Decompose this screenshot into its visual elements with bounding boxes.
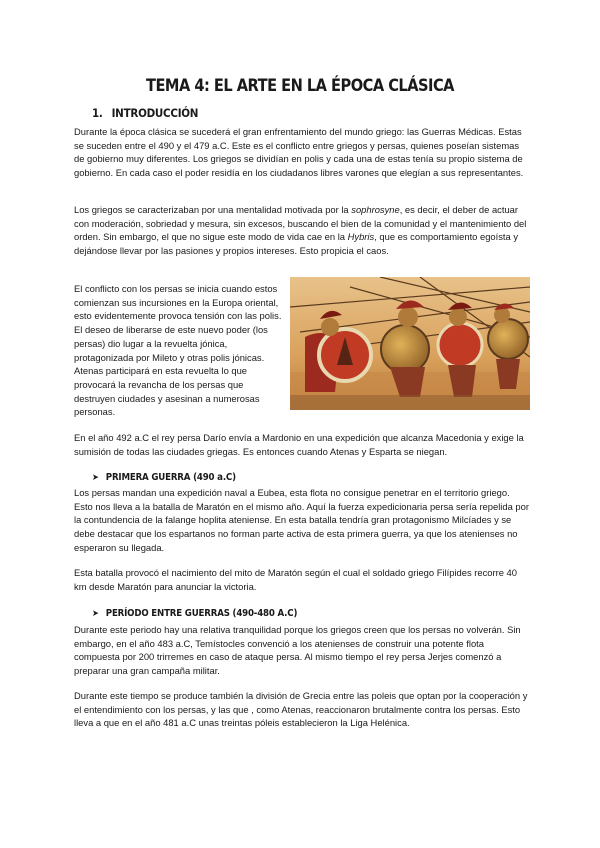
paragraph-temistocles: Durante este periodo hay una relativa tranquilidad porque los griegos creen que los persas no volverán. Sin embargo, en el año 483 a.C, Temístocles convenció a los atenienses de construir una potente flota compuesta por 200 trirremes en caso de ataque persa. Al mismo tiempo el rey persa Jerjes comenzó a preparar una gran campaña militar. (74, 624, 521, 677)
paragraph-text: Los griegos se caracterizaban por una mentalidad motivada por la (74, 204, 352, 215)
term-sophrosyne: sophrosyne (351, 204, 400, 215)
page-title: TEMA 4: EL ARTE EN LA ÉPOCA CLÁSICA (145, 76, 454, 96)
paragraph-mito-maraton: Esta batalla provocó el nacimiento del mito de Maratón según el cual el soldado griego Filípides recorre 40 km desde Maratón para anunciar la victoria. (74, 567, 517, 592)
paragraph-batalla-maraton: Los persas mandan una expedición naval a Eubea, esta flota no consigue penetrar en el territorio griego. Esto nos lleva a la batalla de Maratón en el mismo año. Aquí la fuerza expedicionaria persa sería repelida por la contundencia de la falange hoplita ateniense. En esta batalla tendría gran protagonismo Milcíades y se debe destacar que los espartanos no forman parte activa de esta primera guerra, ya que los atenienses no esperaron su llegada. (74, 487, 529, 553)
section-label: INTRODUCCIÓN (111, 106, 199, 120)
paragraph-dario-mardonio: En el año 492 a.C el rey persa Darío envía a Mardonio en una expedición que alcanza Macedonia y exige la sumisión de todas las ciudades griegas. Es entonces cuando Atenas y Esparta se niegan. (74, 432, 524, 457)
term-hybris: Hybris (347, 231, 375, 243)
subsection-label: PRIMERA GUERRA (490 a.C) (105, 472, 236, 483)
paragraph-text: , que es comportamiento egoísta y dejándose llevar por las pasiones y propios intereses. Esto propicia el caos. (74, 231, 519, 257)
subsection-heading-periodo-entre-guerras (92, 608, 297, 619)
subsection-label: PERÍODO ENTRE GUERRAS (490-480 A.C) (105, 608, 298, 619)
section-number: 1. (92, 106, 103, 120)
subsection-heading-primera-guerra (92, 472, 236, 483)
section-heading-introduccion (92, 106, 198, 120)
arrow-bullet-icon: ➤ (92, 608, 99, 619)
paragraph-text: , es decir, el deber de actuar con moderación, sobriedad y mesura, sin excesos, buscando el bien de la comunidad y el mantenimiento del orden. Sin embargo, el que no sigue este modo de vida cae en la (74, 204, 527, 243)
paragraph-liga-helenica: Durante este tiempo se produce también la división de Grecia entre las poleis que optan por la cooperación y el entendimiento con los persas, y las que , como Atenas, reaccionaron brutalmente contra los persas. Esto lleva a que en el año 481 a.C unas treintas póleis establecieron la Liga Helénica. (74, 690, 528, 729)
paragraph-sophrosyne (74, 203, 530, 258)
paragraph-guerras-medicas: Durante la época clásica se sucederá el gran enfrentamiento del mundo griego: las Guerras Médicas. Estas se suceden entre el 490 y el 479 a.C. Este es el conflicto entre griegos y persas, quienes poseían sistemas de gobierno muy diferentes. Los griegos se dividían en polis y cada una de estas tenía su propio sistema de gobierno. En cada caso el poder residía en los ciudadanos libres varones que elegían a sus representantes. (74, 126, 524, 179)
hoplite-battle-illustration (290, 277, 530, 410)
hoplite-battle-image (290, 277, 530, 410)
paragraph-conflicto-persas: El conflicto con los persas se inicia cuando estos comienzan sus incursiones en la Europa oriental, esto evidentemente provoca tensión con las polis. El deseo de liberarse de este nuevo poder (los persas) dio lugar a la revuelta jónica, protagonizada por Mileto y otras polis jónicas. Atenas participará en esta revuelta lo que provocará la revancha de los persas que destruyen ciudades y asesinan a numerosas personas. (74, 283, 282, 418)
arrow-bullet-icon: ➤ (92, 472, 99, 483)
